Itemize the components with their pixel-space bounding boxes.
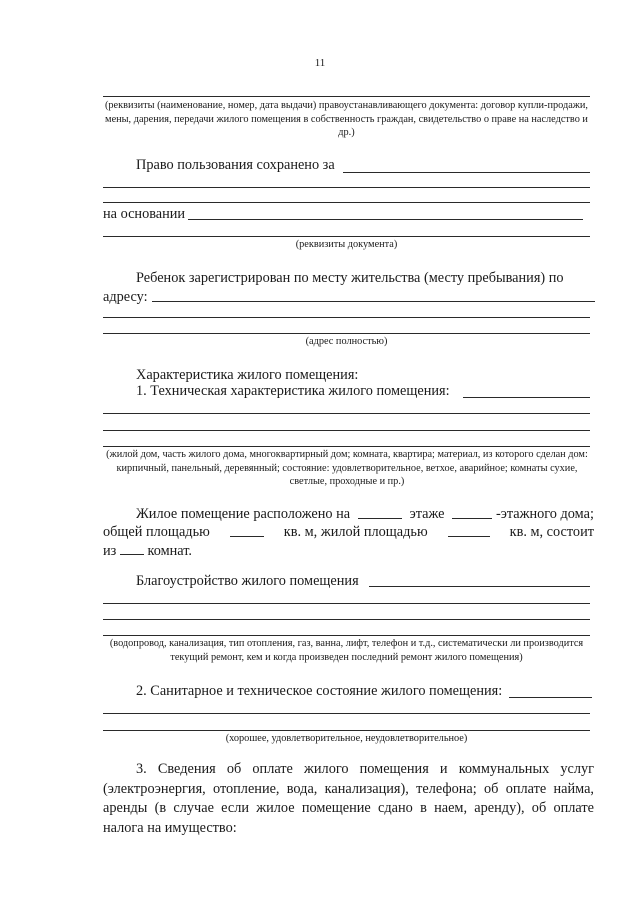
living-area-field[interactable] [448,522,490,537]
technical-characteristics-field[interactable] [463,397,590,398]
sanitary-label: 2. Санитарное и техническое состояние жилого помещения: [136,683,503,699]
fill-line[interactable] [103,430,590,431]
location-text: Жилое помещение расположено на [136,506,351,522]
technical-characteristics-label: 1. Техническая характеристика жилого помещения: [136,383,450,399]
fill-line[interactable] [103,730,590,731]
fill-line[interactable] [103,236,590,237]
location-text: из [103,543,117,559]
address-field[interactable] [152,301,595,302]
right-of-use-label: Право пользования сохранено за [136,157,335,173]
basis-field[interactable] [188,219,583,220]
characteristics-heading: Характеристика жилого помещения: [136,367,359,383]
amenities-note: (водопровод, канализация, тип отопления, газ, ванна, лифт, телефон и т.д., систематически ли производится текущий ремонт, кем и когда произведен последний ремонт жилого помещения) [109,638,584,663]
sanitary-note: (хорошее, удовлетворительное, неудовлетворительное) [225,733,468,744]
location-text: этаже [409,506,445,522]
fill-line[interactable] [103,96,590,97]
page-number: 11 [314,57,326,69]
fill-line[interactable] [103,317,590,318]
payments-text: 3. Сведения об оплате жилого помещения и коммунальных услуг (электроэнергия, отопление, вода, канализация), телефона; об оплате найма, аренды (в случае если жилое помещение сдано в наем, аренду), об оплате налога на имущество: [103,761,594,836]
location-line2 [103,522,594,542]
location-text: кв. м, жилой площадью [283,524,428,540]
total-area-field[interactable] [230,522,264,537]
right-of-use-field[interactable] [343,172,590,173]
document-details-note: (реквизиты (наименование, номер, дата выдачи) правоустанавливающего документа: договор купли-продажи, мены, дарения, передачи жилого помещения в собственность граждан, свидетельство о праве на наследство и др.) [104,100,588,139]
fill-line[interactable] [103,603,590,604]
rooms-count-field[interactable] [120,540,144,555]
total-floors-field[interactable] [452,504,492,519]
location-text: кв. м, состоит [509,524,594,540]
basis-label: на основании [103,206,186,222]
sanitary-field[interactable] [509,697,592,698]
basis-note: (реквизиты документа) [295,239,398,250]
fill-line[interactable] [103,619,590,620]
address-label: адресу: [103,289,148,305]
fill-line[interactable] [103,413,590,414]
fill-line[interactable] [103,187,590,188]
fill-line[interactable] [103,446,590,447]
location-line1 [136,504,594,524]
floor-field[interactable] [358,504,402,519]
location-line3 [103,540,192,561]
child-registration-text-line1: Ребенок зарегистрирован по месту жительства (месту пребывания) по [136,270,564,286]
technical-characteristics-note: (жилой дом, часть жилого дома, многоквартирный дом; комната, квартира; материал, из которого сделан дом: кирпичный, панельный, деревянный; состояние: удовлетворительное, ветхое, аварийное; комнаты сухие, светлые, проходные и пр.) [106,449,588,488]
child-registration-text [103,268,590,288]
fill-line[interactable] [103,333,590,334]
address-note: (адрес полностью) [305,336,388,347]
location-text: общей площадью [103,524,210,540]
amenities-label: Благоустройство жилого помещения [136,573,359,589]
fill-line[interactable] [103,713,590,714]
fill-line[interactable] [103,635,590,636]
location-text: -этажного дома; [495,506,594,522]
location-text: комнат. [147,543,192,559]
amenities-field[interactable] [369,586,590,587]
fill-line[interactable] [103,202,590,203]
